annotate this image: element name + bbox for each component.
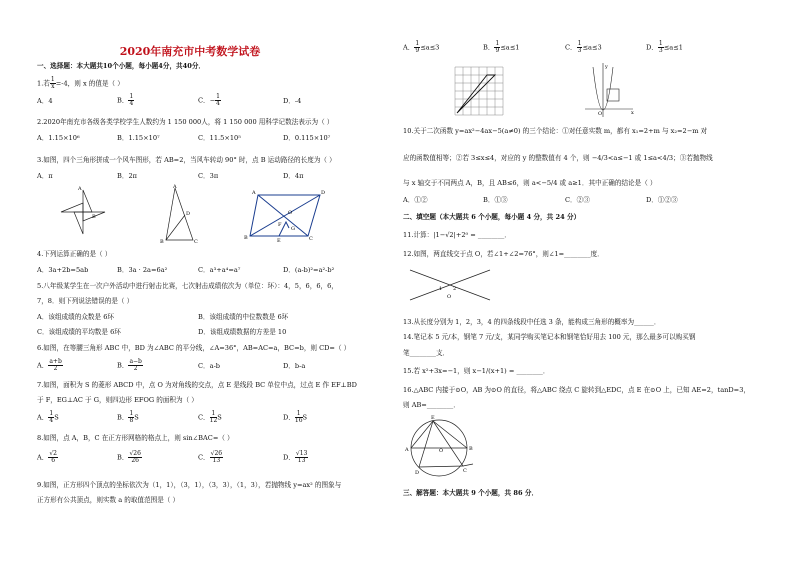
q7-option-c: C． $\frac{1}{12}$ S [198,410,222,424]
q8-option-d: D． $\frac{√13}{13}$ [283,450,308,464]
q1-option-a: A．4 [37,97,53,105]
question-14: 14.笔记本 5 元/本，钢笔 7 元/支，某同学购买笔记本和钢笔恰好用去 100 元，那么最多可以购买钢 [403,333,696,341]
q10-option-b: B．①③ [483,196,508,204]
svg-text:1: 1 [439,286,443,292]
q7-option-b: B． $\frac{1}{8}$ S [117,410,139,424]
question-5-cont: 7，8．则下列说法错误的是（ ） [37,297,134,305]
svg-text:G: G [291,226,295,232]
question-16: 16.△ABC 内接于⊙O，AB 为⊙O 的直径，将△ABC 绕点 C 旋转到△EDC，点 E 在⊙O 上，已知 AE=2，tanD=3， [403,386,750,394]
q8-option-c: C． $\frac{√26}{13}$ [198,450,223,464]
q3-option-b: B．2π [117,172,137,180]
question-3: 3.如图，四个三角形拼成一个风车图形，若 AB=2，当风车转动 90° 时，点 B 运动路径的长度为（ ） [37,156,336,164]
q2-option-a: A．1.15×10⁶ [37,134,80,142]
question-9: 9.如图，正方形四个顶点的坐标依次为（1，1），（3，1），（3，3），（1，3），若抛物线 y=ax² 的图象与 [37,481,342,489]
svg-text:A: A [252,190,256,196]
svg-text:D: D [321,190,326,196]
svg-text:A: A [78,186,82,192]
q10-option-d: D．①②③ [646,196,678,204]
q4-option-c: C．a³+a⁴=a⁷ [198,266,241,274]
section-1-heading: 一、选择题：本大题共10个小题，每小题4分，共40分． [37,62,206,70]
question-8: 8.如图，点 A，B，C 在正方形网格的格点上，则 sin∠BAC=（ ） [37,434,234,442]
svg-text:O: O [288,210,293,216]
rhombus-figure [244,190,330,244]
question-9-cont: 正方形有公共顶点，则实数 a 的取值范围是（ ） [37,496,180,504]
q8-option-a: A． $\frac{√2}{6}$ [37,450,57,464]
q5-option-d: D．该组成绩数据的方差是 10 [198,328,287,336]
q7-option-d: D． $\frac{1}{16}$ S [283,410,308,424]
question-13: 13.从长度分别为 1，2，3，4 的四条线段中任选 3 条，能构成三角形的概率为______． [403,318,661,326]
svg-text:y: y [605,64,608,70]
svg-text:A: A [405,447,409,453]
question-15: 15.若 x²+3x=−1，则 x−1/(x+1) = ________． [403,367,550,375]
windmill-figure [48,185,118,240]
question-14-cont: 笔________支． [403,349,450,357]
question-6: 6.如图，在等腰三角形 ABC 中，BD 为∠ABC 的平分线，∠A=36°，AB=AC=a，BC=b，则 CD=（ ） [37,344,351,352]
svg-text:O: O [598,111,603,117]
intersecting-lines-figure [410,268,490,302]
section-2-heading: 二、填空题（本大题共 6 个小题，每小题 4 分，共 24 分） [403,213,581,221]
isosceles-triangle-figure [160,184,203,245]
svg-text:F: F [278,222,282,228]
q5-option-b: B．该组成绩的中位数数是 6环 [198,313,289,321]
question-10-cont: 应的函数值相等；②若 3≤x≤4，对应的 y 的整数值有 4 个，则 −4/3<a≤−1 或 1≤a<4/3；③若抛物线 [403,154,713,162]
svg-text:E: E [431,415,435,421]
q8-option-b: B． $\frac{√26}{26}$ [117,450,141,464]
svg-text:C: C [309,236,313,242]
q9-option-c: C． $\frac{1}{3}$ ≤a≤3 [565,40,602,54]
question-2: 2.2020年南充市各级各类学校学生人数约为 1 150 000人，将 1 150 000 用科学记数法表示为（ ） [37,118,334,126]
q10-option-a: A．①② [403,196,428,204]
svg-text:C: C [194,239,198,245]
q3-option-a: A．π [37,172,53,180]
q3-option-d: D．4π [283,172,304,180]
question-12: 12.如图，两直线交于点 O，若∠1+∠2=76°，则∠1=________度． [403,250,604,258]
q5-option-c: C．该组成绩的平均数是 6环 [37,328,121,336]
q10-option-c: C．②③ [565,196,590,204]
svg-text:2: 2 [453,286,457,292]
svg-text:O: O [439,448,444,454]
q6-option-d: D．b-a [283,362,306,370]
svg-text:x: x [631,110,634,116]
svg-text:B: B [92,214,96,220]
q2-option-b: B．1.15×10⁷ [117,134,160,142]
q9-option-b: B． $\frac{1}{9}$ ≤a≤1 [483,40,520,54]
q1-option-b: B． $\frac{1}{4}$ [117,93,134,107]
question-7-cont: 于 F，EG⊥AC 于 G，则四边形 EFOG 的面积为（ ） [37,396,198,404]
q4-option-b: B．3a · 2a=6a² [117,266,168,274]
svg-text:A: A [173,184,177,190]
svg-text:E: E [277,238,281,244]
parabola-figure [585,63,635,118]
question-10-cont-2: 与 x 轴交于不同两点 A，B，且 AB≤6，则 a<−5/4 或 a≥1．其中正确的结论是（ ） [403,179,657,187]
q7-option-a: A． $\frac{1}{4}$ S [37,410,59,424]
q1-option-d: D．-4 [283,97,302,105]
q1-option-c: C．− $\frac{1}{4}$ [198,93,220,107]
svg-text:B: B [160,239,164,245]
q9-option-d: D． $\frac{1}{3}$ ≤a≤1 [646,40,683,54]
question-7: 7.如图，面积为 S 的菱形 ABCD 中，点 O 为对角线的交点，点 E 是线段 BC 单位中点，过点 E 作 EF⊥BD [37,381,357,389]
q6-option-b: B． $\frac{a-b}{2}$ [117,358,142,372]
q9-option-a: A． $\frac{1}{9}$ ≤a≤3 [403,40,440,54]
q4-option-a: A．3a+2b=5ab [37,266,89,274]
question-5: 5.八年级某学生在一次户外活动中进行射击比赛，七次射击成绩依次为（单位：环）：4，5，6，6，6， [37,282,338,290]
q6-option-a: A． $\frac{a+b}{2}$ [37,358,62,372]
q6-option-c: C．a-b [198,362,221,370]
question-11: 11.计算：|1−√2|+2⁰ = ________． [403,231,511,239]
q2-option-c: C．11.5×10⁵ [198,134,241,142]
question-10: 10.关于二次函数 y=ax²−4ax−5(a≠0) 的三个结论：①对任意实数 m，都有 x₁=2+m 与 x₂=2−m 对 [403,127,708,135]
circle-figure [403,414,483,479]
question-4: 4.下列运算正确的是（ ） [37,250,112,258]
page-title: 2020年南充市中考数学试卷 [119,45,261,58]
svg-text:D: D [186,211,191,217]
q3-option-c: C．3π [198,172,219,180]
q2-option-d: D．0.115×10⁷ [283,134,331,142]
svg-text:B: B [244,235,248,241]
q5-option-a: A．该组成绩的众数是 6环 [37,313,114,321]
question-16-cont: 则 AB=________． [403,401,460,409]
svg-text:C: C [463,468,467,474]
section-3-heading: 三、解答题：本大题共 9 个小题，共 86 分． [403,489,539,497]
svg-text:D: D [415,470,420,476]
svg-text:B: B [469,446,473,452]
svg-text:O: O [447,294,452,300]
q4-option-d: D．(a-b)²=a²-b² [283,266,335,274]
grid-figure [455,67,503,117]
question-1: 1.若 $\frac{1}{x}$ =-4，则 x 的值是（ ） [37,76,124,90]
